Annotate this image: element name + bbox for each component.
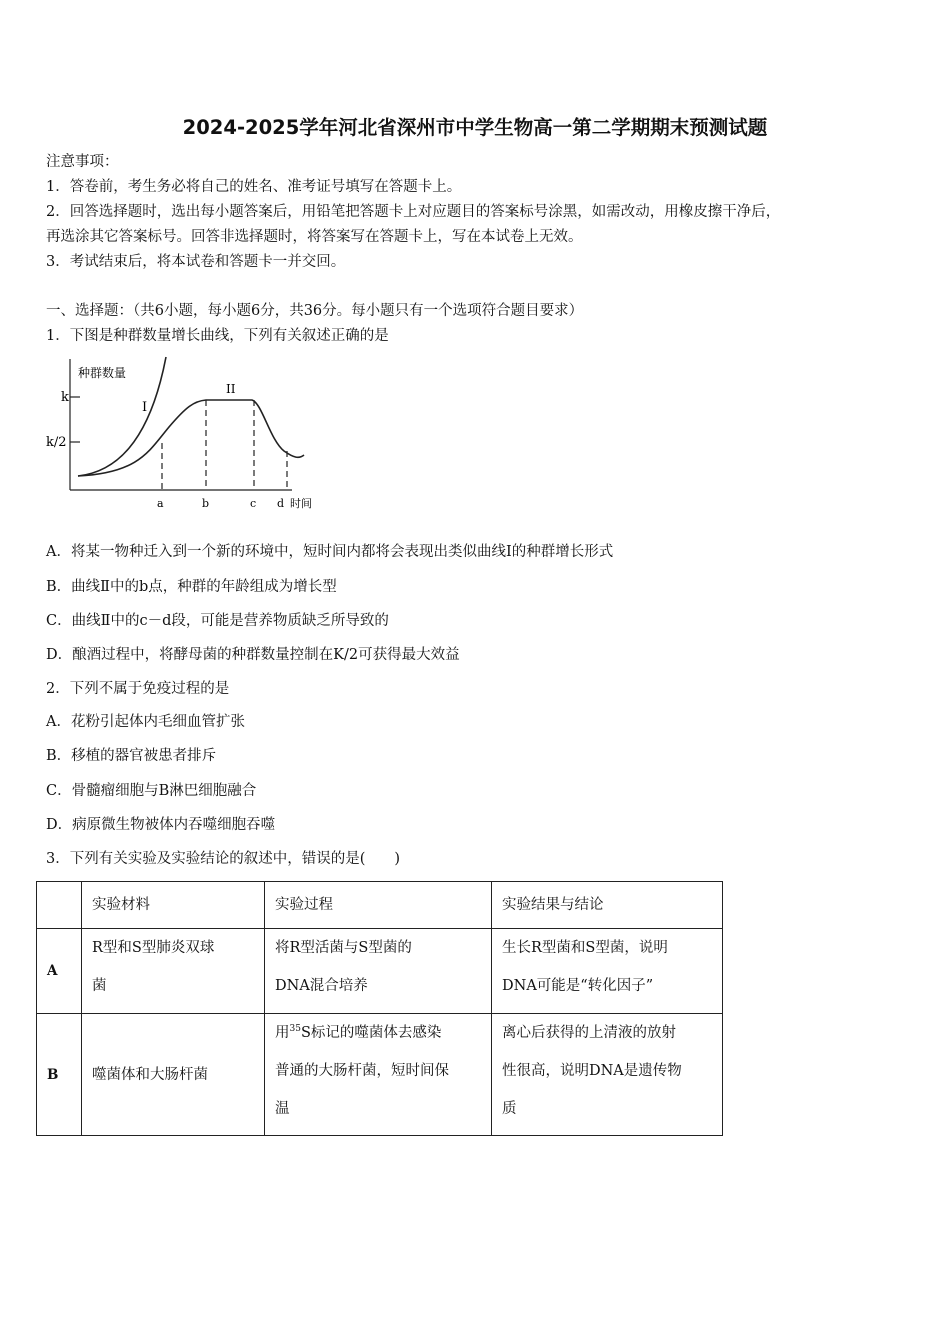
x-axis-label: 时间	[290, 497, 312, 510]
page-title: 2024-2025学年河北省深州市中学生物高一第二学期期末预测试题	[182, 116, 768, 139]
row-a-material	[82, 929, 265, 1014]
header-result: 实验结果与结论	[492, 882, 723, 929]
curve-1-label: I	[142, 400, 148, 415]
y-axis-label: 种群数量	[78, 366, 127, 380]
table-header-row	[37, 882, 723, 929]
header-process: 实验过程	[265, 882, 492, 929]
notice-item-1: 1．答卷前，考生务必将自己的姓名、准考证号填写在答题卡上。	[46, 179, 462, 195]
row-a-result	[492, 929, 723, 1014]
notice-item-3: 3．考试结束后，将本试卷和答题卡一并交回。	[46, 254, 346, 270]
row-b-label: B	[37, 1014, 82, 1136]
notice-heading: 注意事项：	[46, 154, 119, 170]
row-b-process-line2: 普通的大肠杆菌，短时间保	[275, 1063, 449, 1079]
population-growth-graph	[44, 355, 334, 515]
q2-option-d: D．病原微生物被体内吞噬细胞吞噬	[46, 817, 276, 833]
q2-option-a: A．花粉引起体内毛细血管扩张	[46, 714, 245, 730]
row-a-material-line2: 菌	[92, 978, 107, 994]
row-a-result-line1: 生长R型菌和S型菌，说明	[502, 940, 668, 956]
header-material: 实验材料	[82, 882, 265, 929]
row-b-process-line1	[275, 1014, 481, 1052]
row-a-material-line1: R型和S型肺炎双球	[92, 940, 215, 956]
k2-label: k/2	[46, 435, 67, 450]
isotope-mass-number: 35	[289, 1024, 301, 1035]
table-row-b	[37, 1014, 723, 1136]
x-label-b: b	[202, 497, 210, 510]
row-a-process	[265, 929, 492, 1014]
row-b-process-text: S标记的噬菌体去感染	[300, 1025, 442, 1041]
q1-option-d: D．酿酒过程中，将酵母菌的种群数量控制在K/2可获得最大效益	[46, 647, 460, 663]
row-b-result-line3: 质	[502, 1101, 517, 1117]
notice-item-2a: 2．回答选择题时，选出每小题答案后，用铅笔把答题卡上对应题目的答案标号涂黑，如需改动，用橡皮擦干净后，	[46, 204, 781, 220]
row-a-label: A	[37, 929, 82, 1014]
row-a-result-line2: DNA可能是“转化因子”	[502, 978, 654, 994]
x-label-a: a	[157, 497, 164, 510]
section-heading: 一、选择题：（共6小题，每小题6分，共36分。每小题只有一个选项符合题目要求）	[46, 303, 584, 319]
q1-option-a: A．将某一物种迁入到一个新的环境中，短时间内都将会表现出类似曲线Ⅰ的种群增长形式	[46, 544, 614, 560]
experiment-table	[36, 881, 723, 1136]
q1-option-c: C．曲线Ⅱ中的c－d段，可能是营养物质缺乏所导致的	[46, 613, 389, 629]
row-b-material: 噬菌体和大肠杆菌	[82, 1014, 265, 1136]
x-label-c: c	[250, 497, 257, 510]
q1-stem: 1．下图是种群数量增长曲线，下列有关叙述正确的是	[46, 328, 389, 344]
q1-option-b: B．曲线Ⅱ中的b点，种群的年龄组成为增长型	[46, 579, 337, 595]
row-a-process-line2: DNA混合培养	[275, 978, 368, 994]
q3-stem: 3．下列有关实验及实验结论的叙述中，错误的是( )	[46, 851, 401, 867]
notice-item-2b: 再选涂其它答案标号。回答非选择题时，将答案写在答题卡上，写在本试卷上无效。	[46, 229, 583, 245]
row-b-result-line1: 离心后获得的上清液的放射	[502, 1025, 676, 1041]
row-a-process-line1: 将R型活菌与S型菌的	[275, 940, 412, 956]
k-label: k	[61, 390, 69, 405]
row-b-process-line3: 温	[275, 1101, 290, 1117]
row-b-process	[265, 1014, 492, 1136]
header-empty-cell	[37, 882, 82, 929]
curve-2-label: II	[226, 382, 236, 396]
row-b-result-line2: 性很高，说明DNA是遗传物	[502, 1063, 682, 1079]
q2-stem: 2．下列不属于免疫过程的是	[46, 681, 230, 697]
row-b-process-prefix: 用	[275, 1025, 290, 1041]
row-b-result	[492, 1014, 723, 1136]
q2-option-c: C．骨髓瘤细胞与B淋巴细胞融合	[46, 783, 257, 799]
table-row-a	[37, 929, 723, 1014]
q2-option-b: B．移植的器官被患者排斥	[46, 748, 217, 764]
x-label-d: d	[277, 497, 285, 510]
curve-2	[78, 400, 304, 476]
